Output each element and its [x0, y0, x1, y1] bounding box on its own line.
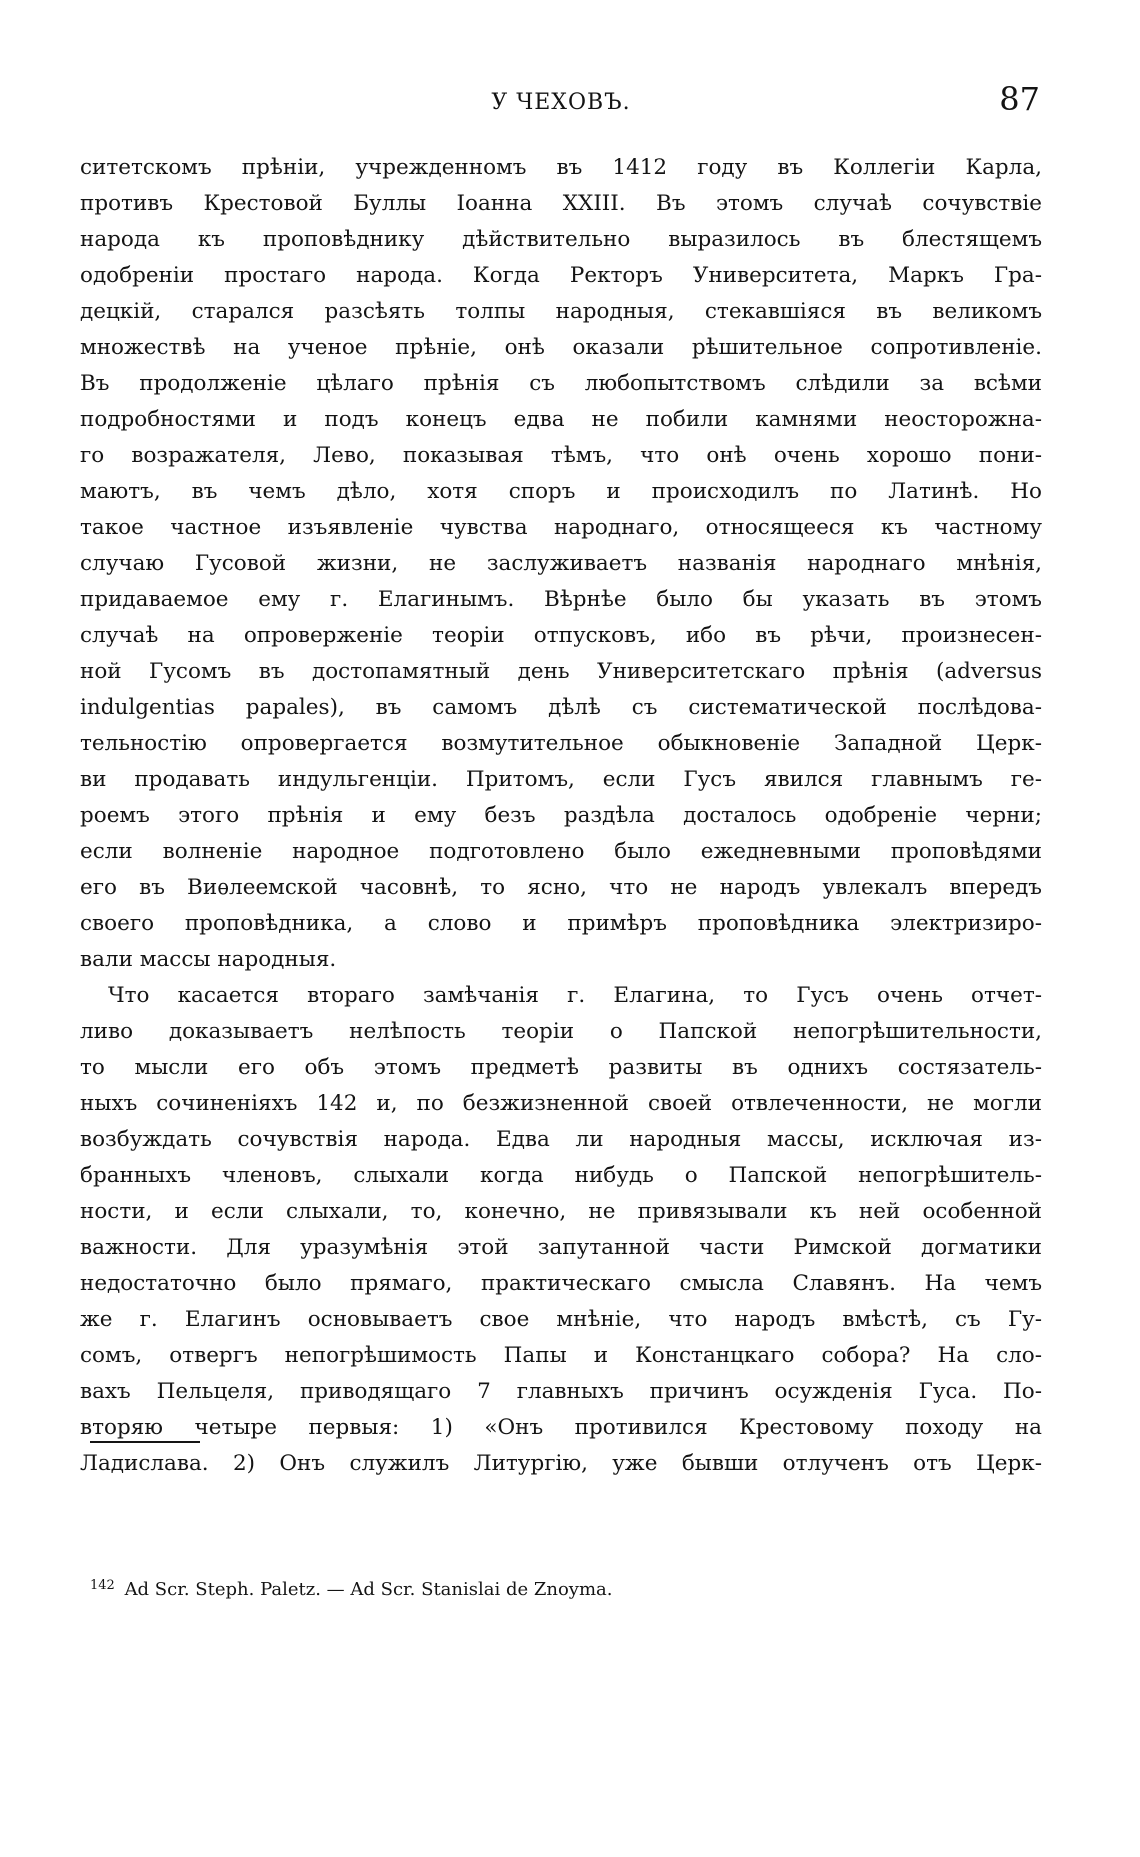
text-line: бранныхъ членовъ, слыхали когда нибудь о Папской непогрѣшитель-: [80, 1163, 1042, 1188]
footnote: [90, 1578, 613, 1600]
body-text: [80, 150, 1042, 1482]
text-line: го возражателя, Лево, показывая тѣмъ, что онѣ очень хорошо пони-: [80, 443, 1042, 468]
text-line: indulgentias papales), въ самомъ дѣлѣ съ систематической послѣдова-: [80, 695, 1042, 720]
text-line: ливо доказываетъ нелѣпость теоріи о Папской непогрѣшительности,: [80, 1019, 1042, 1044]
text-line: ности, и если слыхали, то, конечно, не привязывали къ ней особенной: [80, 1199, 1042, 1224]
text-line: народа къ проповѣднику дѣйствительно выразилось въ блестящемъ: [80, 227, 1042, 252]
footnote-divider: [90, 1441, 200, 1443]
text-line: такое частное изъявленіе чувства народнаго, относящееся къ частному: [80, 515, 1042, 540]
text-line: вахъ Пельцеля, приводящаго 7 главныхъ причинъ осужденія Гуса. По-: [80, 1379, 1042, 1404]
text-line: вторяю четыре первыя: 1) «Онъ противился Крестовому походу на: [80, 1415, 1042, 1440]
text-line: Что касается втораго замѣчанія г. Елагина, то Гусъ очень отчет-: [108, 983, 1042, 1008]
text-line: ситетскомъ прѣніи, учрежденномъ въ 1412 году въ Коллегіи Карла,: [80, 155, 1042, 180]
text-line: противъ Крестовой Буллы Іоанна XXIII. Въ этомъ случаѣ сочувствіе: [80, 191, 1042, 216]
text-line: маютъ, въ чемъ дѣло, хотя споръ и происходилъ по Латинѣ. Но: [80, 479, 1042, 504]
text-line: важности. Для уразумѣнія этой запутанной части Римской догматики: [80, 1235, 1042, 1260]
footnote-marker: 142: [90, 1578, 115, 1593]
text-line: Ладислава. 2) Онъ служилъ Литургію, уже бывши отлученъ отъ Церк-: [80, 1451, 1042, 1476]
text-line: ной Гусомъ въ достопамятный день Университетскаго прѣнія (adversus: [80, 659, 1042, 684]
text-line: придаваемое ему г. Елагинымъ. Вѣрнѣе было бы указать въ этомъ: [80, 587, 1042, 612]
page-header: [82, 80, 1040, 126]
text-line: роемъ этого прѣнія и ему безъ раздѣла досталось одобреніе черни;: [80, 803, 1042, 828]
text-line: если волненіе народное подготовлено было ежедневными проповѣдями: [80, 839, 1042, 864]
text-line: случаю Гусовой жизни, не заслуживаетъ названія народнаго мнѣнія,: [80, 551, 1042, 576]
text-line: множествѣ на ученое прѣніе, онѣ оказали рѣшительное сопротивленіе.: [80, 335, 1042, 360]
text-line: подробностями и подъ конецъ едва не побили камнями неосторожна-: [80, 407, 1042, 432]
text-line: своего проповѣдника, а слово и примѣръ проповѣдника электризиро-: [80, 911, 1042, 936]
text-line: одобреніи простаго народа. Когда Ректоръ Университета, Маркъ Гра-: [80, 263, 1042, 288]
text-line: же г. Елагинъ основываетъ свое мнѣніе, что народъ вмѣстѣ, съ Гу-: [80, 1307, 1042, 1332]
text-line: тельностію опровергается возмутительное обыкновеніе Западной Церк-: [80, 731, 1042, 756]
page-number: 87: [999, 80, 1040, 118]
text-line: ныхъ сочиненіяхъ 142 и, по безжизненной своей отвлеченности, не могли: [80, 1091, 1042, 1116]
text-line: вали массы народныя.: [80, 947, 337, 972]
text-line: то мысли его объ этомъ предметѣ развиты въ однихъ состязатель-: [80, 1055, 1042, 1080]
text-line: Въ продолженіе цѣлаго прѣнія съ любопытствомъ слѣдили за всѣми: [80, 371, 1042, 396]
text-line: децкій, старался разсѣять толпы народныя, стекавшіяся въ великомъ: [80, 299, 1042, 324]
text-line: недостаточно было прямаго, практическаго смысла Славянъ. На чемъ: [80, 1271, 1042, 1296]
text-line: случаѣ на опроверженіе теоріи отпусковъ, ибо въ рѣчи, произнесен-: [80, 623, 1042, 648]
footnote-text: Ad Scr. Steph. Paletz. — Ad Scr. Stanislai de Znoyma.: [124, 1579, 613, 1600]
text-line: его въ Виѳлеемской часовнѣ, то ясно, что не народъ увлекалъ впередъ: [80, 875, 1042, 900]
text-line: сомъ, отвергъ непогрѣшимость Папы и Констанцкаго собора? На сло-: [80, 1343, 1042, 1368]
running-head: У ЧЕХОВЪ.: [491, 90, 631, 115]
text-line: ви продавать индульгенціи. Притомъ, если Гусъ явился главнымъ ге-: [80, 767, 1042, 792]
text-line: возбуждать сочувствія народа. Едва ли народныя массы, исключая из-: [80, 1127, 1042, 1152]
